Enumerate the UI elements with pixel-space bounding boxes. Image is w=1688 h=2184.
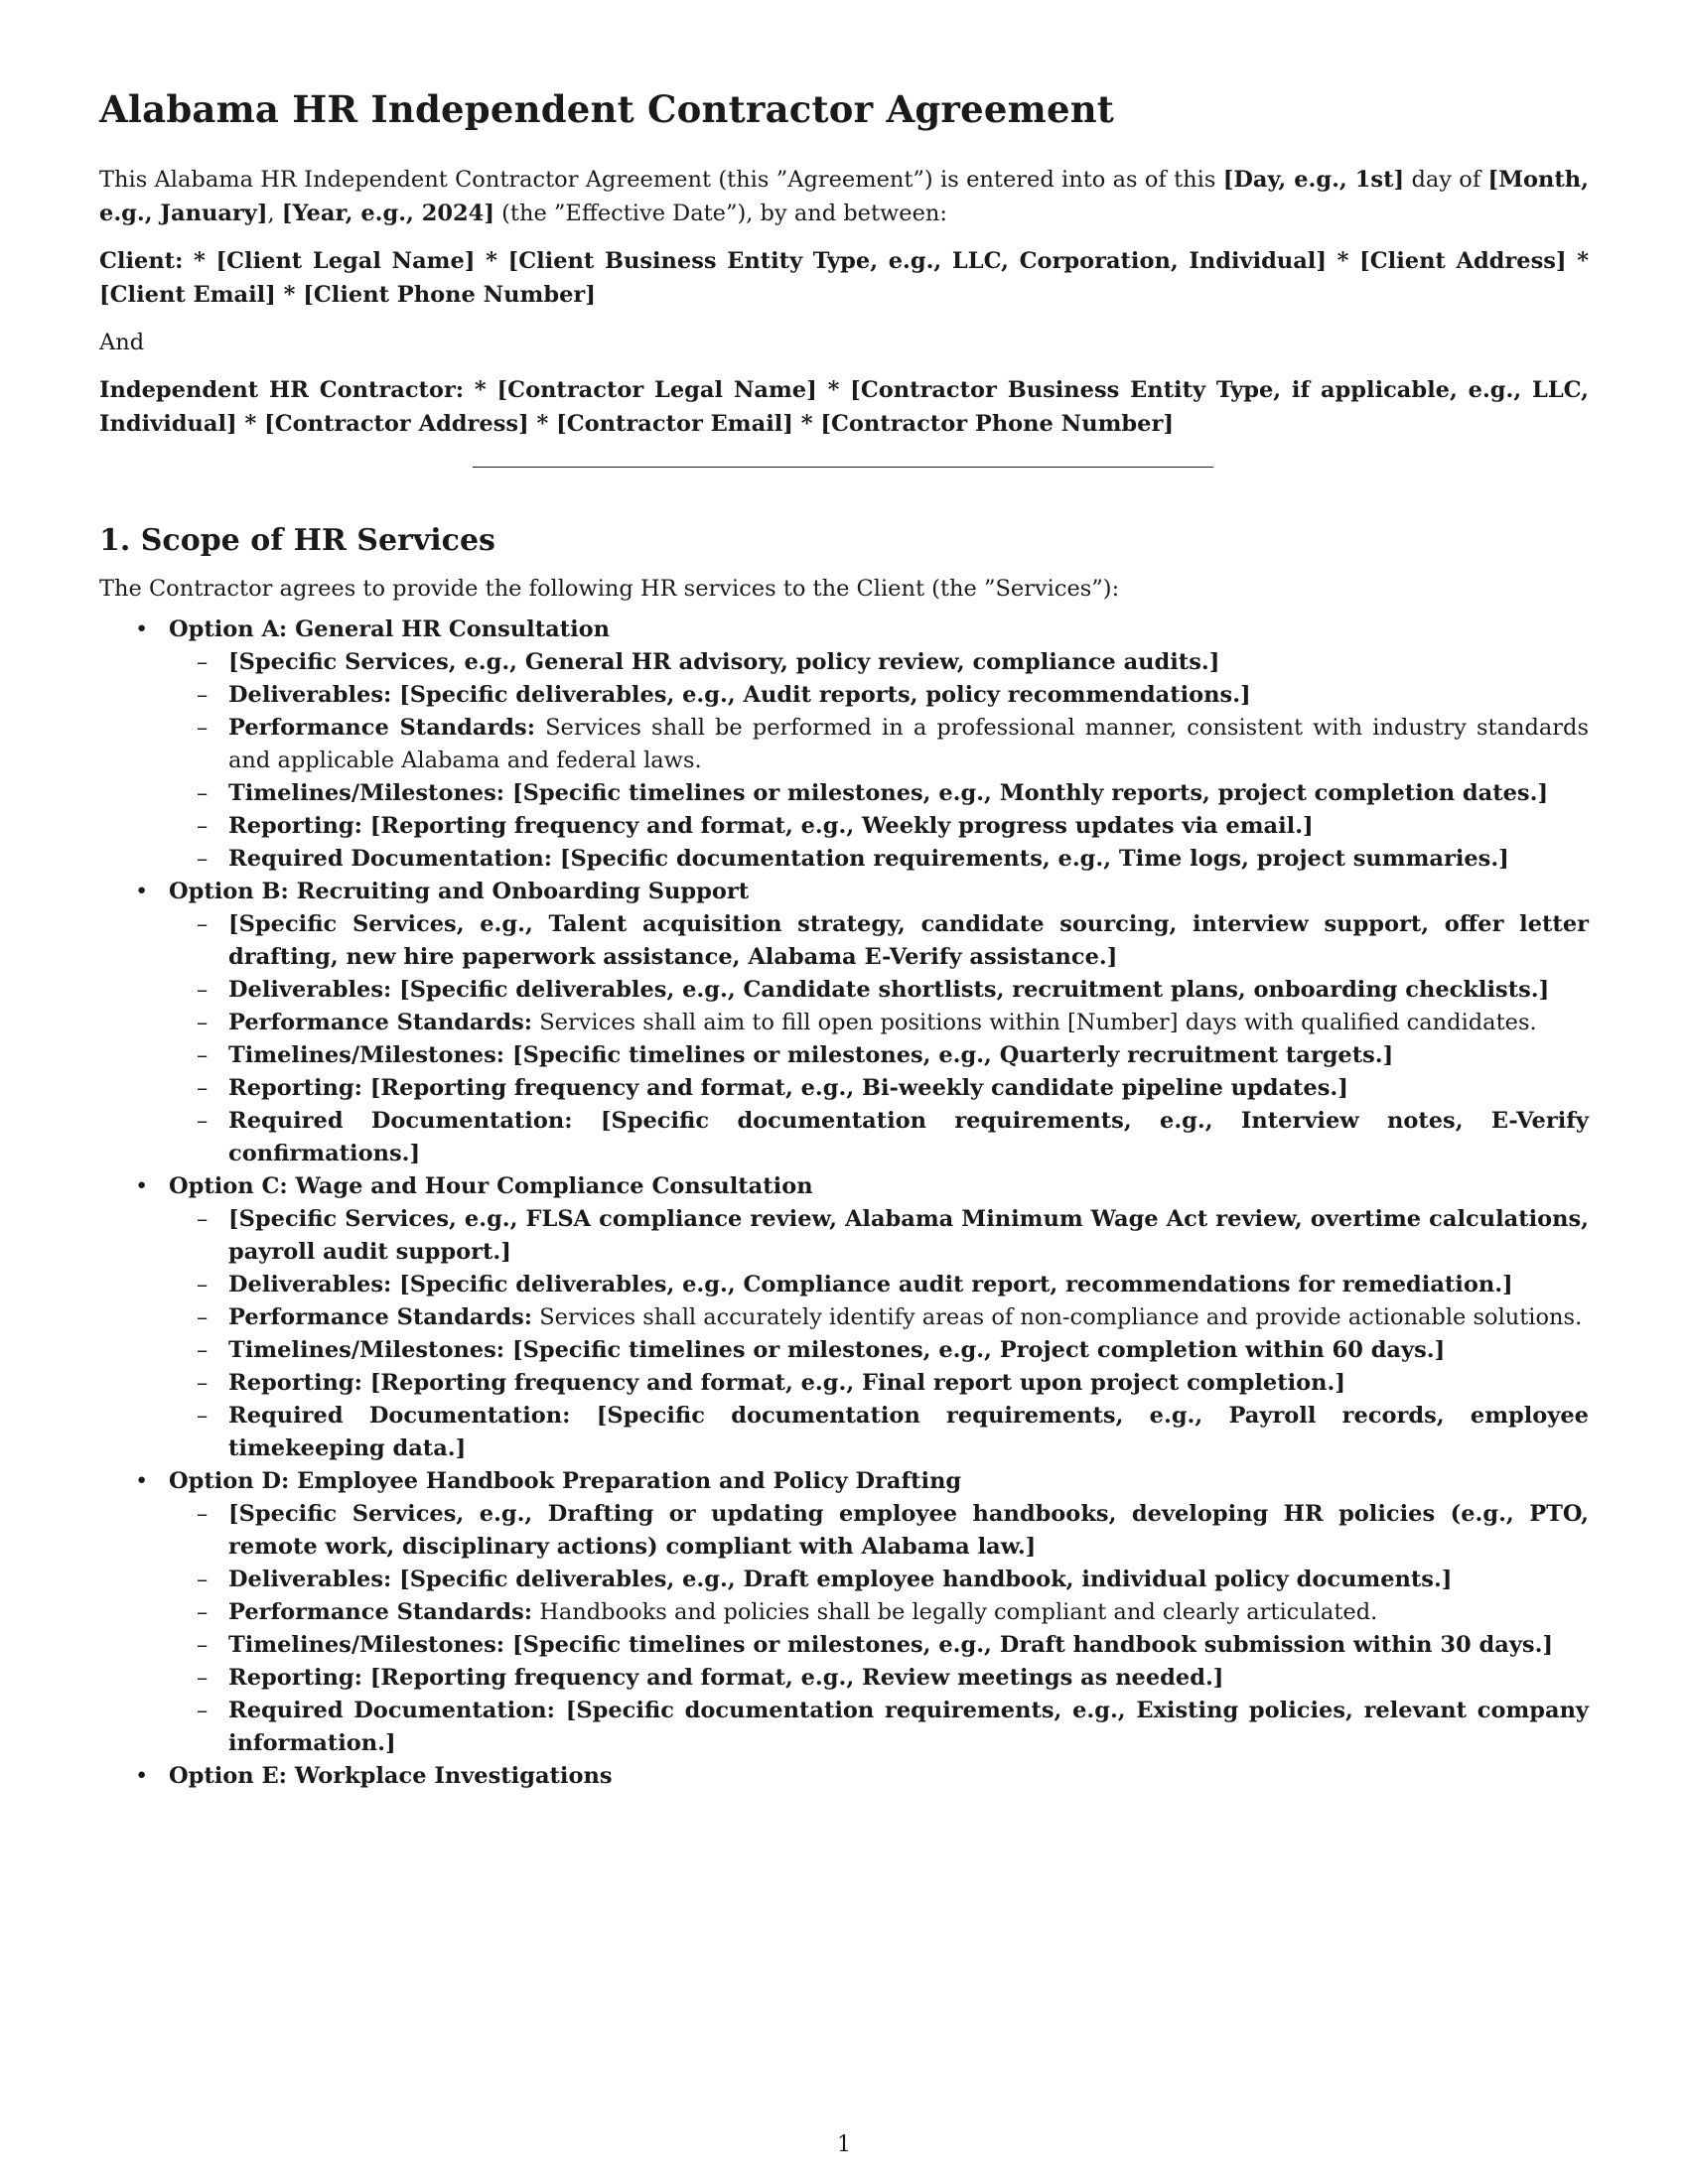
bullet-icon: • [135,879,149,904]
dash-icon: – [197,911,209,937]
subitem-lead: Reporting: [228,813,362,839]
intro-year-placeholder: [Year, e.g., 2024] [281,201,494,226]
dash-icon: – [197,1206,209,1232]
option-title: Option D: Employee Handbook Preparation and Policy Drafting [169,1468,962,1494]
dash-icon: – [197,715,209,741]
option-subitem [169,1334,1589,1367]
subitem-lead: Deliverables: [228,682,392,708]
section-heading: 1. Scope of HR Services [99,523,495,558]
option-subitem [169,1367,1589,1400]
subitem-lead: Timelines/Milestones: [228,1632,505,1658]
option-subitem [169,1203,1589,1269]
options-list [99,614,1589,1793]
subitem-lead: Required Documentation: [228,1698,555,1723]
subitem-lead: Deliverables: [228,977,392,1003]
option-subitem [169,646,1589,679]
dash-icon: – [197,1272,209,1297]
option-subitem [169,712,1589,777]
option-item [99,876,1589,1170]
dash-icon: – [197,1632,209,1658]
intro-text-1: This Alabama HR Independent Contractor Agreement (this ”Agreement”) is entered into as of this [99,167,1223,193]
bullet-icon: • [135,1173,149,1199]
subitem-lead: Performance Standards: [228,1304,533,1330]
subitem-text: [Specific deliverables, e.g., Candidate shortlists, recruitment plans, onboarding checklists.] [391,977,1550,1003]
client-block: Client: * [Client Legal Name] * [Client Business Entity Type, e.g., LLC, Corporation, Individual] * [Client Address] * [Client Email] * [Client Phone Number] [99,248,1589,308]
dash-icon: – [197,977,209,1003]
option-title: Option B: Recruiting and Onboarding Support [169,879,750,904]
dash-icon: – [197,780,209,806]
subitem-lead: Required Documentation: [228,1403,571,1429]
subitem-text: [Specific documentation requirements, e.g., Time logs, project summaries.] [552,846,1509,872]
option-subitem [169,1596,1589,1629]
subitem-lead: Reporting: [228,1665,362,1691]
subitem-text: [Specific documentation requirements, e.g., Interview notes, E-Verify confirmations.] [228,1108,1589,1166]
subitem-lead: Deliverables: [228,1567,392,1592]
subitem-text: [Specific timelines or milestones, e.g., Project completion within 60 days.] [504,1337,1446,1363]
intro-day-placeholder: [Day, e.g., 1st] [1222,167,1405,193]
dash-icon: – [197,682,209,708]
dash-icon: – [197,1370,209,1396]
option-subitem [169,843,1589,876]
subitem-text: [Specific documentation requirements, e.g., Existing policies, relevant company information.] [228,1698,1590,1756]
subitem-text: Handbooks and policies shall be legally compliant and clearly articulated. [532,1599,1378,1625]
subitem-lead: Timelines/Milestones: [228,780,505,806]
horizontal-divider [473,467,1213,468]
intro-text-4: (the ”Effective Date”), by and between: [493,201,948,226]
document-title: Alabama HR Independent Contractor Agreement [99,87,1115,131]
subitem-lead: Reporting: [228,1370,362,1396]
subitem-lead: Timelines/Milestones: [228,1042,505,1068]
option-title: Option E: Workplace Investigations [169,1763,613,1789]
option-subitem [169,1007,1589,1039]
option-subitem [169,1039,1589,1072]
subitem-text: [Specific timelines or milestones, e.g., Quarterly recruitment targets.] [504,1042,1394,1068]
subitem-text: [Reporting frequency and format, e.g., Review meetings as needed.] [361,1665,1224,1691]
subitem-lead: Performance Standards: [228,1599,533,1625]
dash-icon: – [197,1599,209,1625]
subitem-text: [Specific deliverables, e.g., Compliance audit report, recommendations for remediation.] [391,1272,1513,1297]
option-item [99,1465,1589,1760]
option-subitem [169,1400,1589,1465]
option-item [99,1170,1589,1465]
subitem-lead: Performance Standards: [228,715,536,741]
option-item [99,614,1589,876]
subitem-text: [Specific Services, e.g., Talent acquisition strategy, candidate sourcing, interview support, offer letter drafting, new hire paperwork assistance, Alabama E-Verify assistance.] [228,911,1589,970]
bullet-icon: • [135,616,149,642]
option-subitem [169,1629,1589,1662]
dash-icon: – [197,1665,209,1691]
option-title: Option A: General HR Consultation [169,616,611,642]
intro-month-placeholder: [Month, e.g., January] [99,167,1590,226]
subitem-lead: Required Documentation: [228,846,553,872]
subitem-text: [Specific deliverables, e.g., Draft employee handbook, individual policy documents.] [391,1567,1453,1592]
dash-icon: – [197,649,209,675]
dash-icon: – [197,1010,209,1035]
page-number: 1 [837,2132,851,2157]
option-sublist [169,1498,1589,1760]
subitem-lead: Reporting: [228,1075,362,1101]
dash-icon: – [197,1501,209,1527]
dash-icon: – [197,1304,209,1330]
dash-icon: – [197,846,209,872]
intro-paragraph [99,163,1589,230]
subitem-text: [Reporting frequency and format, e.g., Bi-weekly candidate pipeline updates.] [361,1075,1348,1101]
subitem-lead: Timelines/Milestones: [228,1337,505,1363]
dash-icon: – [197,1698,209,1723]
dash-icon: – [197,1075,209,1101]
subitem-lead: Performance Standards: [228,1010,533,1035]
intro-text-2: day of [1404,167,1488,193]
option-subitem [169,1105,1589,1170]
option-subitem [169,1301,1589,1334]
dash-icon: – [197,1108,209,1134]
bullet-icon: • [135,1763,149,1789]
document-page [99,87,1589,1793]
subitem-text: [Specific deliverables, e.g., Audit reports, policy recommendations.] [391,682,1251,708]
subitem-text: Services shall aim to fill open positions within [Number] days with qualified candidates. [532,1010,1537,1035]
dash-icon: – [197,1403,209,1429]
intro-text-3: , [267,201,282,226]
dash-icon: – [197,1567,209,1592]
option-subitem [169,777,1589,810]
option-subitem [169,1564,1589,1596]
option-subitem [169,679,1589,712]
subitem-text: [Specific Services, e.g., General HR advisory, policy review, compliance audits.] [228,649,1220,675]
subitem-text: [Reporting frequency and format, e.g., Final report upon project completion.] [361,1370,1345,1396]
contractor-block: Independent HR Contractor: * [Contractor Legal Name] * [Contractor Business Entity Type, if applicable, e.g., LLC, Individual] * [Contractor Address] * [Contractor Email] * [Contractor Phone Number] [99,377,1589,437]
and-text: And [99,330,145,355]
option-sublist [169,1203,1589,1465]
subitem-text: Services shall be performed in a professional manner, consistent with industry standards and applicable Alabama and federal laws. [228,715,1589,773]
option-title: Option C: Wage and Hour Compliance Consultation [169,1173,813,1199]
dash-icon: – [197,1042,209,1068]
option-sublist [169,908,1589,1170]
section-intro: The Contractor agrees to provide the following HR services to the Client (the ”Services”): [99,576,1120,602]
subitem-text: [Specific timelines or milestones, e.g., Monthly reports, project completion dates.] [504,780,1549,806]
option-subitem [169,810,1589,843]
option-subitem [169,1498,1589,1564]
option-subitem [169,1269,1589,1301]
subitem-lead: Required Documentation: [228,1108,573,1134]
subitem-text: [Specific Services, e.g., Drafting or updating employee handbooks, developing HR policies (e.g., PTO, remote work, disciplinary actions) compliant with Alabama law.] [228,1501,1589,1560]
subitem-text: [Specific Services, e.g., FLSA compliance review, Alabama Minimum Wage Act review, overtime calculations, payroll audit support.] [228,1206,1589,1265]
option-subitem [169,1072,1589,1105]
bullet-icon: • [135,1468,149,1494]
subitem-lead: Deliverables: [228,1272,392,1297]
option-subitem [169,1662,1589,1695]
subitem-text: [Reporting frequency and format, e.g., Weekly progress updates via email.] [361,813,1314,839]
option-sublist [169,646,1589,876]
dash-icon: – [197,1337,209,1363]
subitem-text: [Specific documentation requirements, e.g., Payroll records, employee timekeeping data.] [228,1403,1590,1461]
option-item [99,1760,1589,1793]
dash-icon: – [197,813,209,839]
option-subitem [169,974,1589,1007]
option-subitem [169,1695,1589,1760]
subitem-text: [Specific timelines or milestones, e.g., Draft handbook submission within 30 days.] [504,1632,1554,1658]
subitem-text: Services shall accurately identify areas of non-compliance and provide actionable solutions. [532,1304,1583,1330]
option-subitem [169,908,1589,974]
